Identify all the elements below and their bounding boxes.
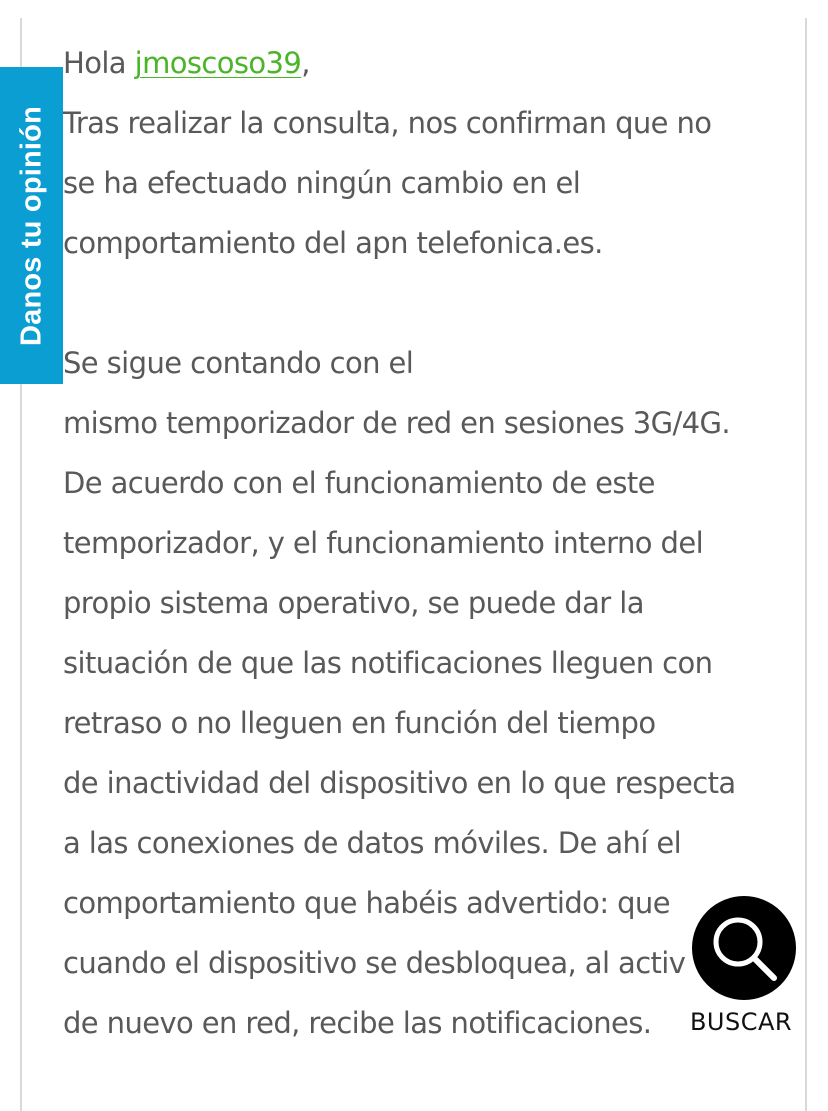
greeting-suffix: , bbox=[301, 46, 310, 80]
search-label[interactable]: BUSCAR bbox=[689, 1008, 793, 1036]
post-line: de nuevo en red, recibe las notificaciones. bbox=[63, 1006, 652, 1040]
post-line: mismo temporizador de red en sesiones 3G/4G. bbox=[63, 406, 731, 440]
greeting-line bbox=[63, 33, 763, 93]
username-link[interactable]: jmoscoso39 bbox=[134, 46, 302, 80]
post-line: temporizador, y el funcionamiento interno del bbox=[63, 526, 704, 560]
post-line: situación de que las notificaciones lleguen con bbox=[63, 646, 713, 680]
post-line: Se sigue contando con el bbox=[63, 346, 414, 380]
post-line: comportamiento del apn telefonica.es. bbox=[63, 226, 603, 260]
post-body bbox=[63, 33, 763, 1053]
post-line: comportamiento que habéis advertido: que bbox=[63, 886, 670, 920]
post-line: se ha efectuado ningún cambio en el bbox=[63, 166, 581, 200]
search-icon bbox=[692, 896, 796, 1000]
post-line: de inactividad del dispositivo en lo que respecta bbox=[63, 766, 736, 800]
content-border-right bbox=[805, 18, 807, 1111]
greeting-prefix: Hola bbox=[63, 46, 135, 80]
post-line: retraso o no lleguen en función del tiempo bbox=[63, 706, 656, 740]
post-line: a las conexiones de datos móviles. De ahí el bbox=[63, 826, 682, 860]
search-button[interactable] bbox=[692, 896, 796, 1000]
post-line: Tras realizar la consulta, nos confirman que no bbox=[63, 106, 712, 140]
feedback-tab[interactable] bbox=[0, 67, 63, 384]
post-line: cuando el dispositivo se desbloquea, al activ bbox=[63, 946, 686, 980]
post-line: De acuerdo con el funcionamiento de este bbox=[63, 466, 655, 500]
paragraph-gap bbox=[63, 273, 763, 333]
feedback-tab-label: Danos tu opinión bbox=[15, 105, 47, 346]
post-line: propio sistema operativo, se puede dar la bbox=[63, 586, 644, 620]
